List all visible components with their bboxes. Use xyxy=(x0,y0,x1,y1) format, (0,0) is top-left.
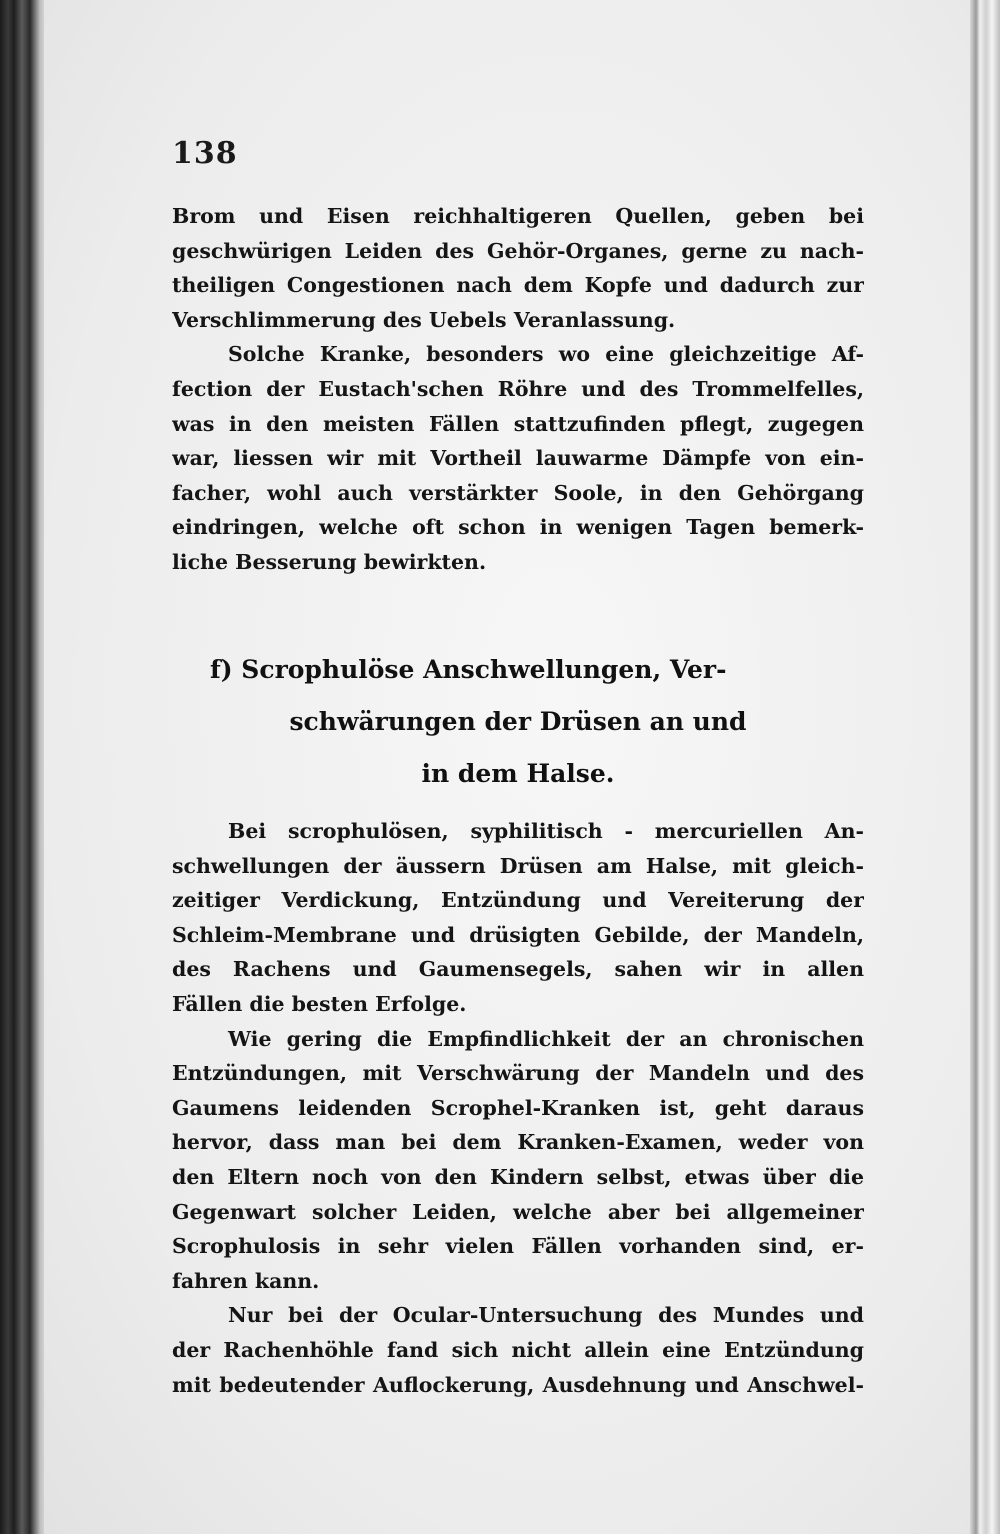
text-line: Gaumens leidenden Scrophel-Kranken ist, geht daraus xyxy=(172,1095,864,1120)
text-line: Fällen die besten Erfolge. xyxy=(172,991,467,1016)
text-line: geschwürigen Leiden des Gehör-Organes, gerne zu nach- xyxy=(172,238,864,263)
text-line: hervor, dass man bei dem Kranken-Examen, weder von xyxy=(172,1130,864,1155)
text-line: was in den meisten Fällen stattzufinden pflegt, zugegen xyxy=(172,411,864,436)
text-line: Entzündungen, mit Verschwärung der Mandeln und des xyxy=(172,1061,864,1086)
text-line: mit bedeutender Auflockerung, Ausdehnung und Anschwel- xyxy=(172,1372,864,1397)
section-heading xyxy=(172,644,864,800)
text-block-after-heading xyxy=(172,814,864,1402)
text-line: der Rachenhöhle fand sich nicht allein eine Entzündung xyxy=(172,1337,864,1362)
text-line: Bei scrophulösen, syphilitisch - mercuriellen An- xyxy=(228,819,864,843)
text-line: theiligen Congestionen nach dem Kopfe und dadurch zur xyxy=(172,273,864,298)
text-line: Verschlimmerung des Uebels Veranlassung. xyxy=(172,307,676,332)
text-line: facher, wohl auch verstärkter Soole, in den Gehörgang xyxy=(172,480,864,505)
text-line: eindringen, welche oft schon in wenigen Tagen bemerk- xyxy=(172,515,864,540)
text-block-before-heading xyxy=(172,199,864,580)
text-line: Solche Kranke, besonders wo eine gleichzeitige Af- xyxy=(228,342,864,367)
page-number: 138 xyxy=(172,136,238,171)
book-binding xyxy=(0,0,48,1534)
text-line: fahren kann. xyxy=(172,1268,320,1293)
heading-line: f) Scrophulöse Anschwellungen, Ver- xyxy=(210,655,727,684)
text-line: Schleim-Membrane und drüsigten Gebilde, der Mandeln, xyxy=(172,922,864,947)
page-edges xyxy=(970,0,1000,1534)
text-line: Nur bei der Ocular-Untersuchung des Mundes und xyxy=(228,1303,864,1328)
text-line: den Eltern noch von den Kindern selbst, etwas über die xyxy=(172,1164,864,1189)
text-line: Gegenwart solcher Leiden, welche aber bei allgemeiner xyxy=(172,1199,864,1224)
text-line: des Rachens und Gaumensegels, sahen wir in allen xyxy=(172,957,864,982)
heading-line: schwärungen der Drüsen an und xyxy=(289,707,747,736)
text-line: liche Besserung bewirkten. xyxy=(172,549,487,574)
text-line: fection der Eustach'schen Röhre und des Trommelfelles, xyxy=(172,376,864,401)
text-line: zeitiger Verdickung, Entzündung und Vereiterung der xyxy=(172,888,864,913)
text-line: Wie gering die Empfindlichkeit der an chronischen xyxy=(228,1026,864,1051)
text-line: war, liessen wir mit Vortheil lauwarme Dämpfe von ein- xyxy=(172,446,864,471)
heading-line: in dem Halse. xyxy=(421,759,615,788)
text-line: Scrophulosis in sehr vielen Fällen vorhanden sind, er- xyxy=(172,1234,864,1259)
text-line: schwellungen der äussern Drüsen am Halse, mit gleich- xyxy=(172,853,864,878)
text-line: Brom und Eisen reichhaltigeren Quellen, geben bei xyxy=(172,204,864,228)
